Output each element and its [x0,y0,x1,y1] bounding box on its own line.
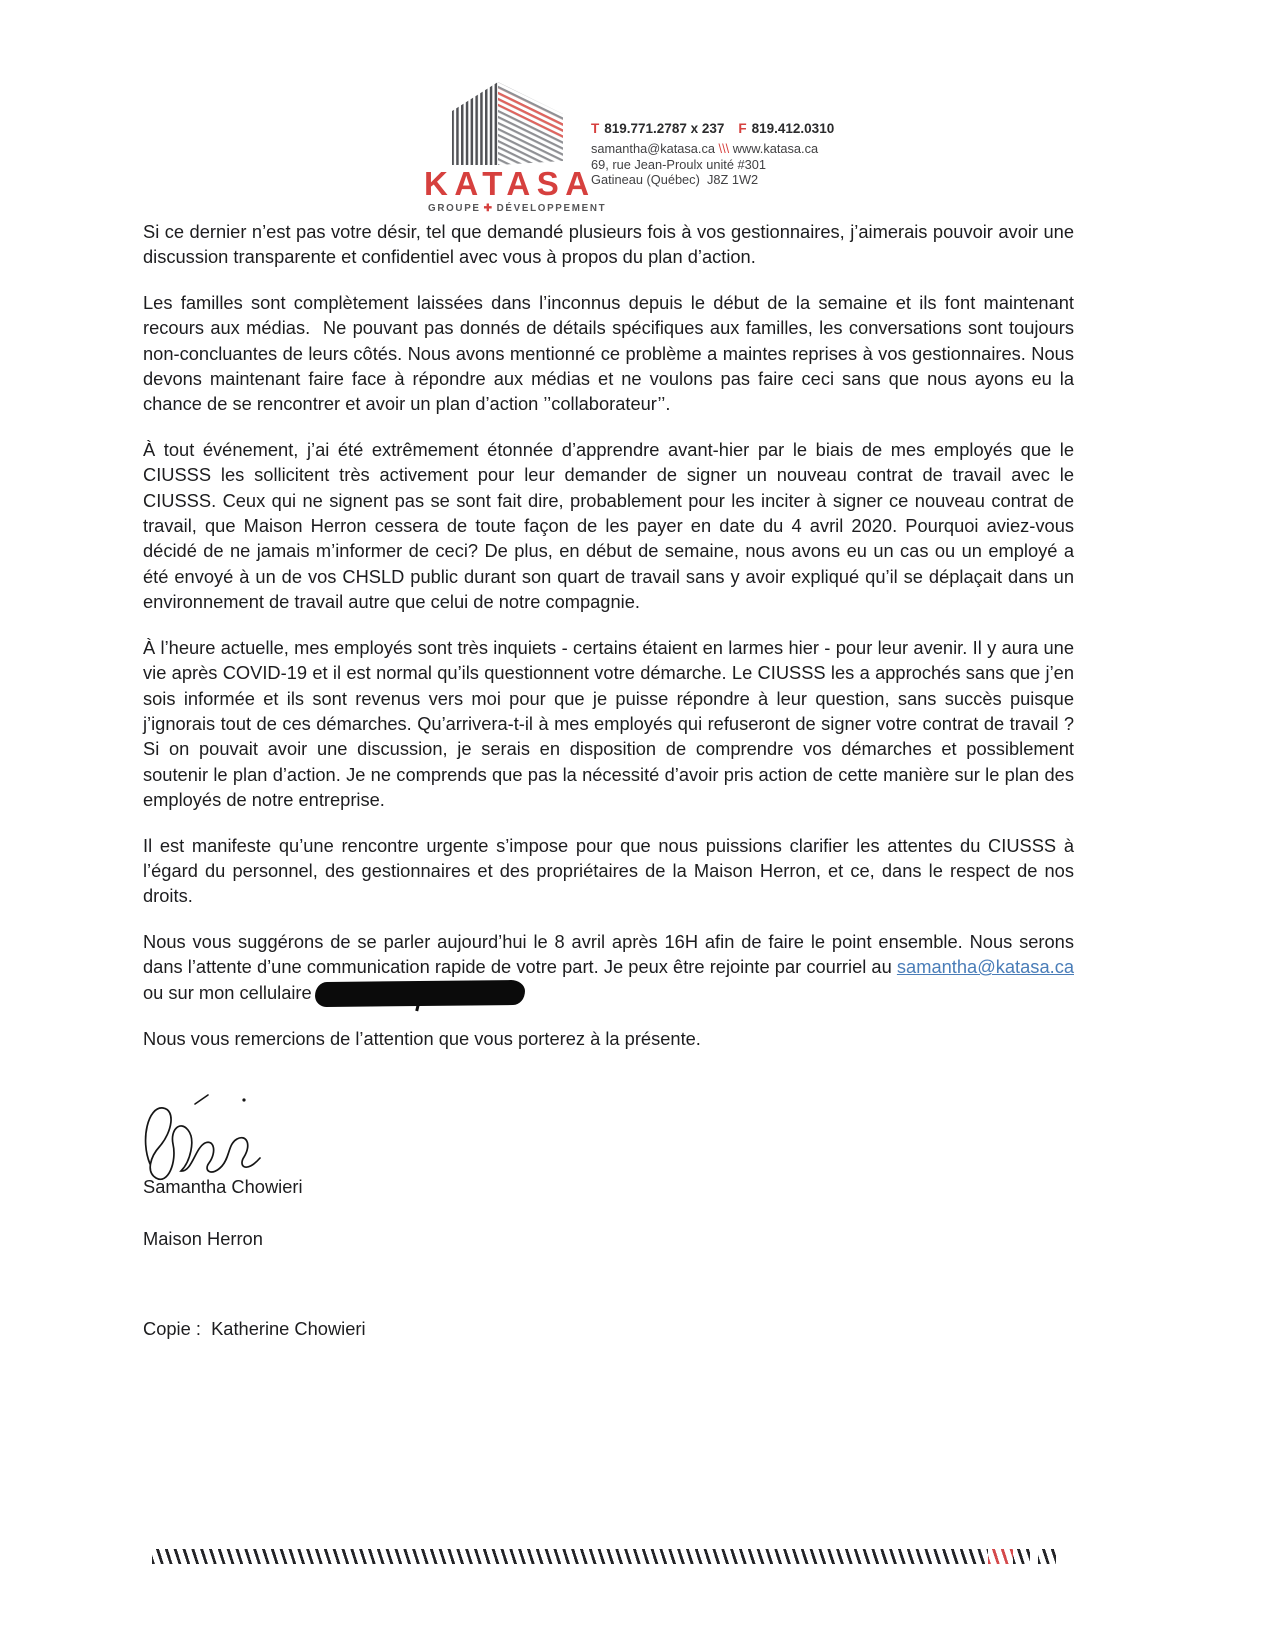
contact-block [591,121,834,188]
letter-body [143,219,1074,1071]
katasa-building-icon [437,80,587,166]
phone-t-number: 819.771.2787 x 237 [604,121,725,136]
brand-tagline [428,203,606,214]
phone-f-label: F [738,121,747,136]
footer-border-red-segment [988,1549,1013,1564]
footer-border-black-segment [1013,1549,1030,1564]
paragraph-6-text-before: Nous vous suggérons de se parler aujourd’hui le 8 avril après 16H afin de faire le point ensemble. Nous serons dans l’attente d’une communication rapide de votre part. Je peux être rejointe par courriel au [143,930,1074,978]
phone-line [591,121,834,136]
header-website: www.katasa.ca [732,141,819,156]
footer-border-black-segment [152,1549,988,1564]
footer-border-black-segment [1038,1549,1056,1564]
paragraph-5: Il est manifeste qu’une rencontre urgente s’impose pour que nous puissions clarifier les attentes du CIUSSS à l’égard du personnel, des gestionnaires et des propriétaires de la Maison Herron, et ce, dans le respect de nos droits. [143,834,1074,907]
paragraph-3: À tout événement, j’ai été extrêmement étonnée d’apprendre avant-hier par le biais de mes employés que le CIUSSS les sollicitent très activement pour leur demander de signer un nouveau contrat de travail avec le CIUSSS. Ceux qui ne signent pas se sont fait dire, probablement pour les inciter à signer ce nouveau contrat de travail, que Maison Herron cessera de toute façon de les payer en date du 4 avril 2020. Pourquoi aviez-vous décidé de ne jamais m’informer de ceci? De plus, en début de semaine, nous avons eu un cas ou un employé a été envoyé à un de vos CHSLD public durant son quart de travail sans y avoir expliqué qu’il se déplaçait dans un environnement de travail autre que celui de notre compagnie. [143,438,1074,613]
email-link[interactable]: samantha@katasa.ca [896,956,1074,978]
address-line2: Gatineau (Québec) J8Z 1W2 [591,172,759,188]
redaction-tick [415,1002,419,1010]
phone-t-label: T [591,121,600,136]
redaction-mark [315,979,525,1006]
tagline-developpement: DÉVELOPPEMENT [496,203,607,214]
paragraph-6-text-after: ou sur mon cellulaire [143,981,312,1003]
brand-name: KATASA [424,165,596,202]
footer-border [152,1549,1056,1564]
tagline-groupe: GROUPE [428,203,481,214]
paragraph-2: Les familles sont complètement laissées dans l’inconnus depuis le début de la semaine et ils font maintenant recours aux médias. Ne pouvant pas donnés de détails spécifiques aux familles, les conversations sont toujours non-concluantes de leurs côtés. Nous avons mentionné ce problème a maintes reprises à vos gestionnaires. Nous devons maintenant faire face à répondre aux médias et ne voulons pas faire ceci sans que nous ayons eu la chance de se rencontrer et avoir un plan d’action ’’collaborateur’’. [143,291,1074,415]
paragraph-6 [143,929,1074,1006]
phone-f-number: 819.412.0310 [751,121,835,136]
paragraph-1: Si ce dernier n’est pas votre désir, tel que demandé plusieurs fois à vos gestionnaires, j’aimerais pouvoir avoir une discussion transparente et confidentiel avec vous à propos du plan d’action. [143,221,1074,268]
signer-company: Maison Herron [143,1228,263,1249]
address-line1: 69, rue Jean-Proulx unité #301 [591,156,767,172]
paragraph-4: À l’heure actuelle, mes employés sont très inquiets - certains étaient en larmes hier - pour leur avenir. Il y aura une vie après COVID-19 et il est normal qu’ils questionnent votre démarche. Le CIUSSS les a approchés sans que j’en sois informée et ils sont revenus vers moi pour que je puisse répondre à leur question, sans succès puisque j’ignorais tout de ces démarches. Qu’arrivera-t-il à mes employés qui refuseront de signer votre contrat de travail ? Si on pouvait avoir une discussion, je serais en disposition de comprendre vos démarches et possiblement soutenir le plan d’action. Je ne comprends que pas la nécessité d’avoir pris action de cette manière sur le plan des employés de notre entreprise. [143,636,1074,811]
plus-icon: ✚ [483,203,494,214]
slashes-separator: \\\ [718,141,730,156]
copy-line: Copie : Katherine Chowieri [143,1318,366,1339]
header-email: samantha@katasa.ca [591,141,715,156]
signer-name: Samantha Chowieri [143,1176,303,1197]
footer-border-gap [1030,1549,1038,1564]
email-website-line [591,141,834,157]
closing-line: Nous vous remercions de l’attention que vous porterez à la présente. [143,1027,701,1049]
